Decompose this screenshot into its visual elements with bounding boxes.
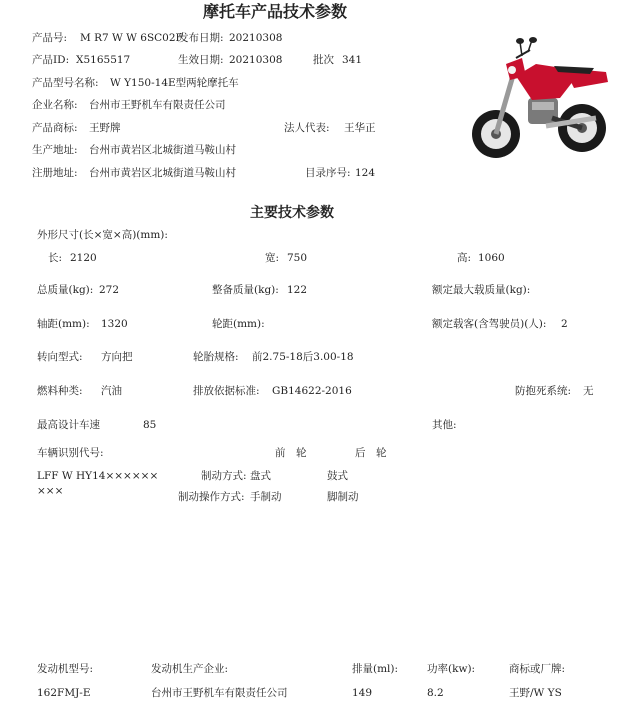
product-id: X5165517 bbox=[76, 54, 131, 66]
brand-label: 产品商标: bbox=[32, 122, 78, 134]
batch-label: 批次 bbox=[313, 54, 334, 66]
brake-op-rear: 脚制动 bbox=[327, 491, 359, 503]
company: 台州市王野机车有限责任公司 bbox=[89, 99, 226, 111]
axle-dist-label: 轴距(mm): bbox=[37, 318, 90, 330]
catalog-label: 目录序号: bbox=[305, 167, 351, 179]
width-label: 宽: bbox=[265, 252, 280, 264]
brake-rear: 鼓式 bbox=[327, 470, 348, 482]
release-date-label: 发布日期: bbox=[178, 32, 224, 44]
legal-rep: 王华正 bbox=[344, 122, 376, 134]
batch: 341 bbox=[342, 54, 363, 66]
tire-label: 轮胎规格: bbox=[193, 351, 239, 363]
vin-label: 车辆识别代号: bbox=[37, 447, 104, 459]
speed-label: 最高设计车速 bbox=[37, 419, 100, 431]
power-label: 功率(kw): bbox=[427, 663, 476, 675]
brake-op-front: 手制动 bbox=[250, 491, 282, 503]
curb-mass: 122 bbox=[287, 284, 308, 296]
engine-maker-label: 发动机生产企业: bbox=[151, 663, 229, 675]
steering-label: 转向型式: bbox=[37, 351, 83, 363]
reg-addr-label: 注册地址: bbox=[32, 167, 78, 179]
displacement: 149 bbox=[352, 687, 373, 699]
brake-mode-label: 制动方式: bbox=[201, 470, 247, 482]
rear-wheel-header: 后 轮 bbox=[355, 447, 387, 459]
width: 750 bbox=[287, 252, 308, 264]
total-mass: 272 bbox=[99, 284, 120, 296]
other-label: 其他: bbox=[432, 419, 457, 431]
specs-title: 主要技术参数 bbox=[250, 205, 334, 221]
length: 2120 bbox=[70, 252, 97, 264]
brake-front: 盘式 bbox=[250, 470, 271, 482]
legal-rep-label: 法人代表: bbox=[284, 122, 330, 134]
emission: GB14622-2016 bbox=[272, 385, 352, 397]
effective-date: 20210308 bbox=[229, 54, 283, 66]
model-name-label: 产品型号名称: bbox=[32, 77, 99, 89]
height: 1060 bbox=[478, 252, 505, 264]
passengers-label: 额定载客(含驾驶员)(人): bbox=[432, 318, 547, 330]
fuel: 汽油 bbox=[101, 385, 122, 397]
axle-dist: 1320 bbox=[101, 318, 128, 330]
engine-brand-label: 商标或厂牌: bbox=[509, 663, 566, 675]
motorcycle-image bbox=[466, 36, 614, 164]
release-date: 20210308 bbox=[229, 32, 283, 44]
engine-maker: 台州市王野机车有限责任公司 bbox=[151, 687, 288, 699]
steering: 方向把 bbox=[101, 351, 133, 363]
product-no: M R7 W W 6SC02F bbox=[80, 32, 183, 44]
max-load-label: 额定最大载质量(kg): bbox=[432, 284, 531, 296]
production-addr-label: 生产地址: bbox=[32, 144, 78, 156]
model-name: W Y150-14E型两轮摩托车 bbox=[110, 77, 239, 89]
catalog: 124 bbox=[355, 167, 376, 179]
abs-label: 防抱死系统: bbox=[515, 385, 572, 397]
speed: 85 bbox=[143, 419, 157, 431]
front-wheel-header: 前 轮 bbox=[275, 447, 307, 459]
track-label: 轮距(mm): bbox=[212, 318, 265, 330]
length-label: 长: bbox=[48, 252, 63, 264]
engine-brand: 王野/W YS bbox=[509, 687, 562, 699]
company-label: 企业名称: bbox=[32, 99, 78, 111]
engine-model-label: 发动机型号: bbox=[37, 663, 94, 675]
product-no-label: 产品号: bbox=[32, 32, 68, 44]
tire: 前2.75-18后3.00-18 bbox=[252, 351, 354, 363]
vin-line-2: ××× bbox=[37, 485, 64, 497]
effective-date-label: 生效日期: bbox=[178, 54, 224, 66]
brand: 王野牌 bbox=[89, 122, 121, 134]
curb-mass-label: 整备质量(kg): bbox=[212, 284, 279, 296]
brake-op-label: 制动操作方式: bbox=[178, 491, 245, 503]
page-title: 摩托车产品技术参数 bbox=[203, 2, 348, 21]
product-id-label: 产品ID: bbox=[32, 54, 70, 66]
production-addr: 台州市黄岩区北城街道马鞍山村 bbox=[89, 144, 236, 156]
vin-line-1: LFF W HY14×××××× bbox=[37, 470, 159, 482]
abs: 无 bbox=[583, 385, 594, 397]
emission-label: 排放依据标准: bbox=[193, 385, 260, 397]
reg-addr: 台州市黄岩区北城街道马鞍山村 bbox=[89, 167, 236, 179]
engine-model: 162FMJ-E bbox=[37, 687, 91, 699]
height-label: 高: bbox=[457, 252, 472, 264]
displacement-label: 排量(ml): bbox=[352, 663, 399, 675]
total-mass-label: 总质量(kg): bbox=[37, 284, 94, 296]
fuel-label: 燃料种类: bbox=[37, 385, 83, 397]
dims-label: 外形尺寸(长×宽×高)(mm): bbox=[37, 229, 168, 241]
passengers: 2 bbox=[561, 318, 568, 330]
power: 8.2 bbox=[427, 687, 444, 699]
